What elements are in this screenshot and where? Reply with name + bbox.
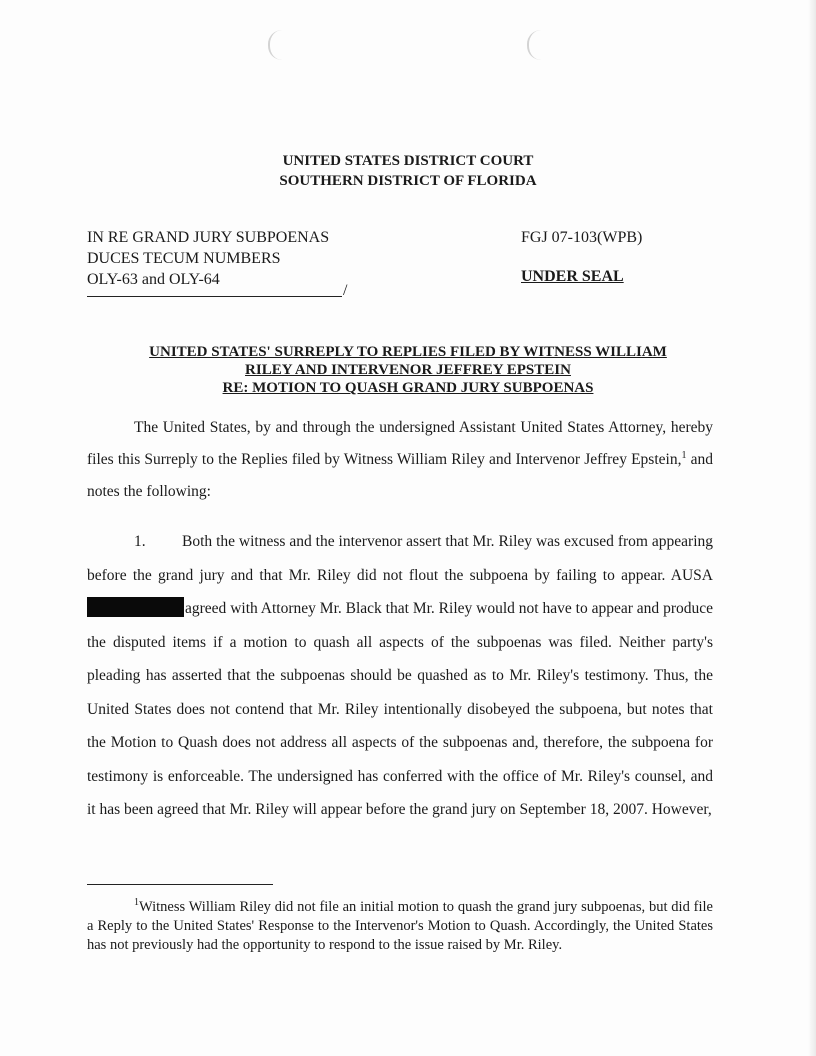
footnote-separator (87, 884, 273, 885)
intro-text-end: and notes the following: (87, 451, 713, 500)
court-header (0, 151, 816, 191)
footnote-text: Witness William Riley did not file an initial motion to quash the grand jury subpoenas, but did file a Reply to the United States' Response to the Intervenor's Motion to Quash. Accordingly, the United States has not previously had the opportunity to respond to the issue raised by Mr. Riley. (87, 899, 713, 953)
punch-hole-mark-right (527, 30, 543, 60)
case-number: FGJ 07-103(WPB) (521, 229, 643, 246)
paragraph-1-text-before: Both the witness and the intervenor assert that Mr. Riley was excused from appearing before the grand jury and that Mr. Riley did not flout the subpoena by failing to appear. AUSA (87, 533, 713, 584)
court-name: UNITED STATES DISTRICT COURT (282, 153, 534, 169)
numbered-paragraph-1 (87, 525, 713, 827)
court-district: SOUTHERN DISTRICT OF FLORIDA (279, 173, 537, 189)
intro-text: The United States, by and through the undersigned Assistant United States Attorney, hereby files this Surreply to the Replies filed by Witness William Riley and Intervenor Jeffrey Epstein, (87, 419, 713, 468)
punch-hole-mark-left (268, 30, 284, 60)
paragraph-number: 1. (134, 533, 146, 550)
case-caption (87, 227, 329, 290)
caption-line-2: DUCES TECUM NUMBERS (87, 250, 281, 267)
document-title (0, 343, 816, 397)
footnote-reference: 1 (681, 449, 687, 461)
title-line-3: RE: MOTION TO QUASH GRAND JURY SUBPOENAS (222, 380, 594, 396)
intro-paragraph (87, 412, 713, 508)
title-line-1: UNITED STATES' SURREPLY TO REPLIES FILED BY WITNESS WILLIAM (149, 344, 667, 360)
caption-line-1: IN RE GRAND JURY SUBPOENAS (87, 229, 330, 246)
caption-slash: / (343, 282, 348, 299)
footnote (87, 898, 713, 955)
caption-line-3: OLY-63 and OLY-64 (87, 271, 220, 288)
under-seal-label: UNDER SEAL (521, 268, 624, 285)
footnote-marker: 1 (134, 897, 139, 909)
title-line-2: RILEY AND INTERVENOR JEFFREY EPSTEIN (245, 362, 571, 378)
paragraph-1-text-after: agreed with Attorney Mr. Black that Mr. Riley would not have to appear and produce the disputed items if a motion to quash all aspects of the subpoenas was filed. Neither party's pleading has asserted that the subpoenas should be quashed as to Mr. Riley's testimony. Thus, the United States does not contend that Mr. Riley intentionally disobeyed the subpoena, but notes that the Motion to Quash does not address all aspects of the subpoenas and, therefore, the subpoena for testimony is enforceable. The undersigned has conferred with the office of Mr. Riley's counsel, and it has been agreed that Mr. Riley will appear before the grand jury on September 18, 2007. However, (87, 600, 713, 818)
redaction-block (87, 597, 184, 617)
caption-rule (87, 296, 342, 297)
